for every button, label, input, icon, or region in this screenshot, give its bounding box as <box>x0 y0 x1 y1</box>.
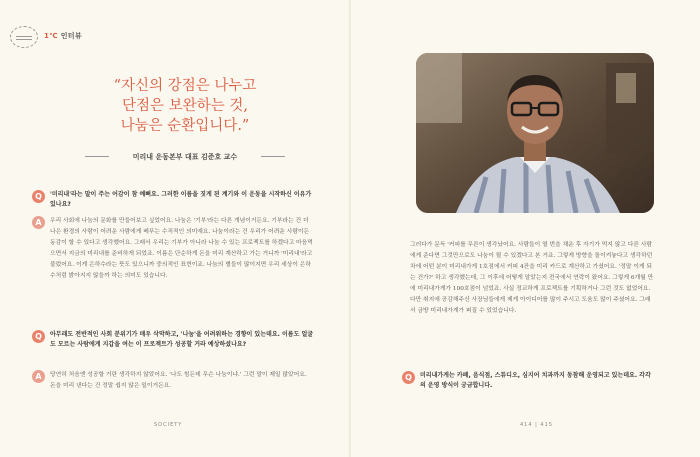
section-header <box>44 31 82 41</box>
question-3 <box>405 371 656 391</box>
question-text: 아무래도 전반적인 사회 분위기가 매우 삭막하고, '나눔'을 어려워하는 경향이 있는데요. 이름도 얼굴도 모르는 사람에게 지갑을 여는 이 프로젝트가 성공할 거라 예상하셨나요? <box>50 331 314 348</box>
answer-1 <box>35 216 314 282</box>
answer-badge-icon: A <box>32 370 45 383</box>
interviewee-photo <box>416 53 654 213</box>
pull-quote <box>60 76 310 136</box>
quote-line-2: 단점은 보완하는 것, <box>122 98 248 114</box>
quote-line-3: 나눔은 순환입니다.” <box>120 118 250 134</box>
page-numbers: 414 | 415 <box>520 422 553 428</box>
quote-line-1: “자신의 강점은 나누고 <box>113 78 257 94</box>
question-badge-icon: Q <box>32 330 45 343</box>
section-name: 인터뷰 <box>60 32 82 40</box>
body-text: 그러다가 문득 '커피를 무른이 생각났어요. 사람들이 열 번을 채운 후 자기가 먹지 않고 다른 사람에게 준다면 그것만으로도 나눔이 될 수 있겠다고 본 거죠. 그렇게 방향을 돌이켜놓다고 생각하던 차에 어떤 분이 미리내가게 1호점에서 커피 4잔을 미리 카드로 계산하고 가셨어요. '정말 이게 되는 건가?' 하고 생각했는데, 그 이후에 어떻게 알았는지 전국에서 연락이 왔어요. 그렇게 6개월 만에 미리내가게가 100호점이 넘었죠. 사실 정교하게 프로젝트를 기획하거나 그런 것도 없었어요. 다만 취지에 공감해주신 사장님들에게 제게 아이디어를 많이 주시고 도움도 많이 주셨어요. 그래서 금방 미리내가게가 퍼질 수 있었습니다. <box>410 242 654 314</box>
question-1 <box>35 190 314 210</box>
question-2 <box>35 330 314 350</box>
footer-section: SOCIETY <box>154 422 183 428</box>
portrait-illustration <box>416 53 654 213</box>
question-text: '미리내'라는 말이 주는 어감이 참 예뻐요. 그러한 이름을 짓게 된 계기와 이 운동을 시작하신 이유가 있나요? <box>50 191 312 208</box>
question-text: 미리내가게는 카페, 음식점, 스튜디오, 심지어 치과까지 동참해 운영되고 있는데요. 각각의 운영 방식이 궁금합니다. <box>420 372 651 389</box>
interviewee-byline: 미리내 운동본부 대표 김준호 교수 <box>85 152 285 162</box>
section-number: 1℃ <box>44 32 58 40</box>
answer-badge-icon: A <box>32 216 45 229</box>
postmark-stamp-icon <box>10 26 38 48</box>
question-badge-icon: Q <box>402 371 415 384</box>
question-badge-icon: Q <box>32 190 45 203</box>
answer-text: 당연히 처음엔 성공할 거란 생각하지 않았어요. '나도 힘든데 무슨 나눔이냐.' 그런 말이 제일 많았어요. 돈을 미리 낸다는 건 정말 쉽지 않은 일이거든요. <box>50 372 307 389</box>
answer-2 <box>35 370 314 392</box>
answer-text: 우리 사회에 나눔의 문화를 만들어보고 싶었어요. 나눔은 '기부'라는 다른 개념이거든요. 기부라는 건 더 나은 환경의 사람이 어려운 사람에게 베푸는 수직적인 의미예요. 나눔이라는 건 우리가 어려운 사람이든 동감이 할 수 있다고 생각했어요. 그래서 우리는 기부가 아니라 나눔 수 있는 프로젝트를 하겠다고 마음먹으면서 지금의 미리내를 준비하게 되었죠. 이름은 단순하게 돈을 미리 계산하고 가는 거니까 '미리내'라고 불렀어요. 이게 은하수라는 뜻도 있으니까 중의적인 표현이죠. 나눔의 별들이 많이지면 우리 세상이 은하수처럼 밝아지지 않을까 하는 의미도 있습니다. <box>50 218 313 279</box>
